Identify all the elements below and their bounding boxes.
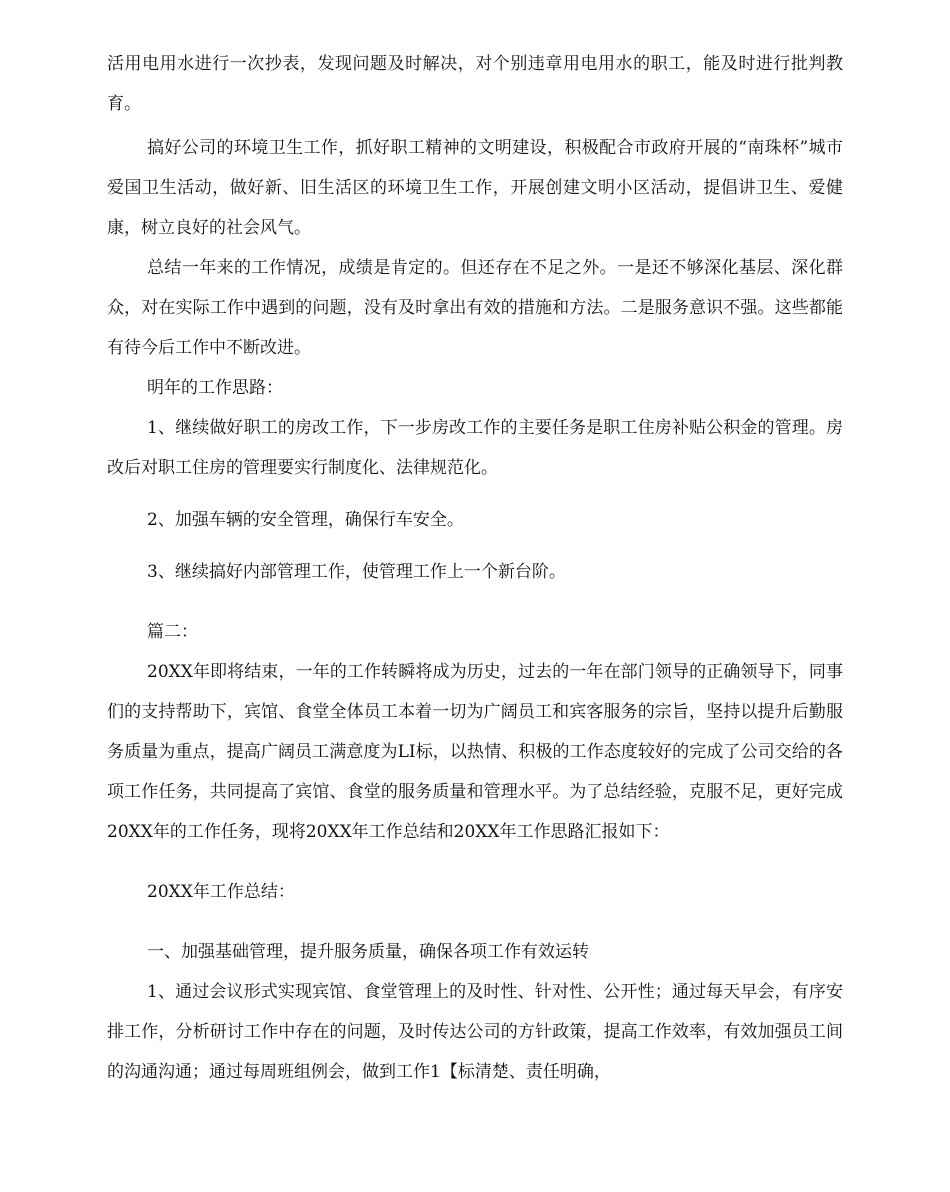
list-item-internal-management: 3、继续搞好内部管理工作，使管理工作上一个新台阶。 — [147, 562, 566, 582]
heading-work-summary: 20XX年工作总结： — [147, 882, 295, 902]
heading-next-year-plan: 明年的工作思路： — [147, 378, 283, 398]
paragraph-meter-reading: 活用电用水进行一次抄表，发现问题及时解决，对个别违章用电用水的职工，能及时进行批判教育。 — [107, 54, 843, 114]
document-page — [107, 44, 843, 1092]
paragraph-part-two-intro: 20XX年即将结束，一年的工作转瞬将成为历史，过去的一年在部门领导的正确领导下，同事们的支持帮助下，宾馆、食堂全体员工本着一切为广阔员工和宾客服务的宗旨，坚持以提升后勤服务质量为重点，提高广阔员工满意度为LI标，以热情、积极的工作态度较好的完成了公司交给的各项工作任务，共同提高了宾馆、食堂的服务质量和管理水平。为了总结经验，克服不足，更好完成20XX年的工作任务，现将20XX年工作总结和20XX年工作思路汇报如下： — [107, 662, 843, 842]
heading-basic-management: 一、加强基础管理，提升服务质量，确保各项工作有效运转 — [147, 942, 589, 962]
paragraph-environment-hygiene: 搞好公司的环境卫生工作，抓好职工精神的文明建设，积极配合市政府开展的“南珠杯”城市爱国卫生活动，做好新、旧生活区的环境卫生工作，开展创建文明小区活动，提倡讲卫生、爱健康，树立良好的社会风气。 — [107, 138, 843, 238]
section-heading-part-two: 篇二： — [147, 622, 198, 642]
list-item-meetings: 1、通过会议形式实现宾馆、食堂管理上的及时性、针对性、公开性；通过每天早会，有序安排工作，分析研讨工作中存在的问题，及时传达公司的方针政策，提高工作效率，有效加强员工间的沟通沟通；通过每周班组例会，做到工作1【标清楚、责任明确， — [107, 982, 843, 1082]
list-item-vehicle-safety: 2、加强车辆的安全管理，确保行车安全。 — [147, 510, 464, 530]
paragraph-year-summary: 总结一年来的工作情况，成绩是肯定的。但还存在不足之外。一是还不够深化基层、深化群众，对在实际工作中遇到的问题，没有及时拿出有效的措施和方法。二是服务意识不强。这些都能有待今后工作中不断改进。 — [107, 258, 843, 358]
list-item-housing-reform: 1、继续做好职工的房改工作，下一步房改工作的主要任务是职工住房补贴公积金的管理。房改后对职工住房的管理要实行制度化、法律规范化。 — [107, 418, 843, 478]
